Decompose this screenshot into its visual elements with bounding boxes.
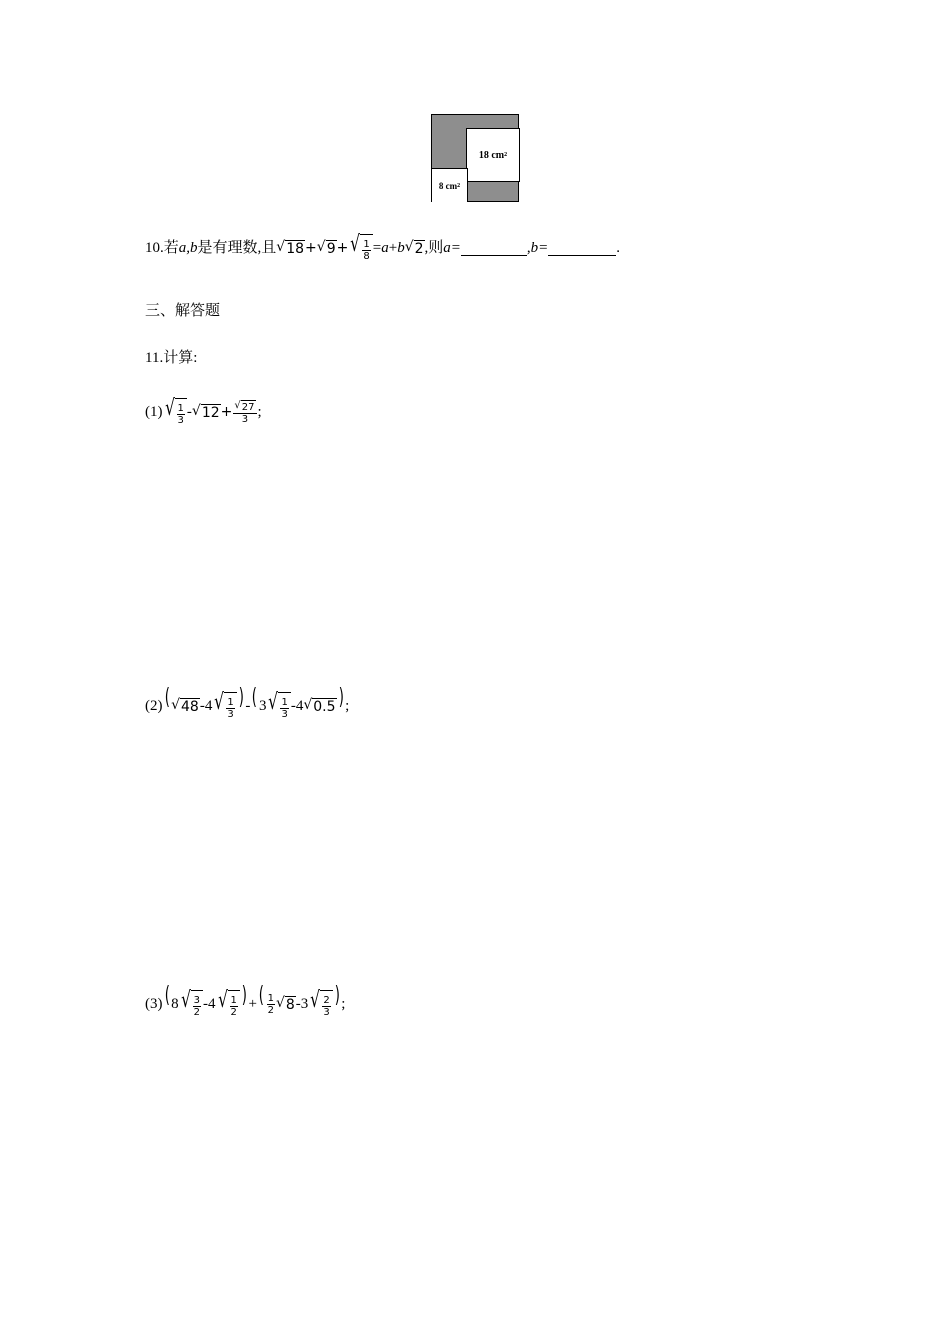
plus-sign: +: [305, 240, 317, 256]
radicand: 2: [414, 240, 424, 257]
plus-sign: +: [248, 995, 257, 1012]
area-figure: [431, 114, 519, 202]
answer-blank-a[interactable]: [461, 241, 527, 256]
sqrt-18: √ 18: [276, 238, 305, 257]
frac-sqrt27-3: √ 27 3: [234, 399, 255, 425]
radicand: 0.5: [313, 698, 336, 715]
minus-sign: -: [186, 403, 192, 420]
big-square: [466, 128, 520, 182]
sqrt-frac-1-3: √ $\frac{1}{3}$: [163, 398, 187, 426]
numerator: 2: [323, 995, 330, 1006]
numerator: 1: [227, 697, 234, 708]
q10-then: ,则: [424, 239, 444, 256]
sqrt-frac-1-2: √ $\frac{1}{2}$: [216, 990, 240, 1018]
part-label: (1): [145, 403, 163, 420]
minus-sign: -: [245, 697, 251, 714]
right-paren: ): [334, 983, 340, 1008]
denominator: 3: [227, 709, 234, 720]
big-square-exp: 2: [504, 152, 508, 158]
denominator: 2: [193, 1007, 200, 1018]
coef: -4: [203, 995, 216, 1012]
period: .: [616, 239, 621, 256]
radicand: 9: [326, 240, 336, 257]
q10-vars: a,b: [178, 239, 198, 256]
numerator: 3: [193, 995, 200, 1006]
sqrt-48: √ 48: [171, 696, 199, 715]
denominator: 3: [281, 709, 288, 720]
right-paren: ): [241, 983, 247, 1008]
right-paren: ): [338, 685, 344, 710]
left-paren: (: [164, 685, 170, 710]
sqrt-2: √ 2: [404, 238, 424, 257]
part-label: (3): [145, 995, 163, 1012]
radicand: 27: [241, 401, 255, 413]
numerator: 1: [363, 239, 370, 250]
left-paren: (: [252, 685, 258, 710]
q10-number: 10.若: [145, 239, 179, 256]
answer-blank-b[interactable]: [548, 241, 616, 256]
a-equals: a=: [443, 239, 461, 256]
coef: -4: [290, 697, 304, 714]
denominator: 3: [323, 1007, 330, 1018]
numerator: 1: [230, 995, 237, 1006]
semicolon: ;: [345, 697, 350, 714]
sqrt-frac-1-3: √ $\frac{1}{3}$: [212, 692, 236, 720]
left-paren: (: [164, 983, 170, 1008]
plus-sign: +: [220, 404, 233, 420]
var-a: a: [381, 239, 389, 256]
radicand: 12: [201, 404, 220, 421]
denominator: 3: [177, 415, 184, 426]
coef: 8: [171, 995, 179, 1012]
big-square-label: 18 cm: [478, 149, 505, 161]
equals: =: [372, 239, 382, 256]
question-10: [145, 234, 620, 262]
comma: ,: [526, 239, 531, 256]
small-square-exp: 2: [457, 182, 461, 189]
coef: 3: [258, 697, 267, 714]
small-square-label: 8 cm: [438, 180, 458, 191]
sqrt-frac-2-3: √ $\frac{2}{3}$: [308, 990, 332, 1018]
numerator: 1: [281, 697, 288, 708]
numerator: 1: [267, 992, 274, 1004]
denominator: 3: [241, 413, 249, 425]
semicolon: ;: [257, 403, 262, 420]
radicand: 8: [285, 996, 295, 1013]
right-paren: ): [238, 685, 244, 710]
var-b: b: [397, 239, 405, 256]
sqrt-frac-1-3: √ $\frac{1}{3}$: [266, 692, 290, 720]
denominator: 2: [267, 1004, 274, 1016]
numerator: 1: [177, 403, 184, 414]
small-square: [432, 168, 468, 202]
semicolon: ;: [341, 995, 346, 1012]
sqrt-frac-1-8: √ $\frac{1}{8}$: [348, 234, 372, 262]
sqrt-8: √ 8: [275, 994, 295, 1013]
question-11-part-1: [145, 398, 262, 426]
b-equals: b=: [530, 239, 549, 256]
left-paren: (: [258, 983, 264, 1008]
q10-text: 是有理数,且: [197, 239, 277, 256]
plus-sign: +: [336, 240, 349, 256]
sqrt-frac-3-2: √ $\frac{3}{2}$: [179, 990, 203, 1018]
frac-1-2: [267, 993, 275, 1016]
question-11-part-2: [145, 685, 350, 720]
denominator: 8: [363, 251, 370, 262]
sqrt-9: √ 9: [316, 238, 336, 257]
part-label: (2): [145, 697, 163, 714]
plus-sign: +: [388, 239, 398, 256]
question-11-title: 11.计算:: [145, 350, 198, 366]
coef: -3: [295, 995, 309, 1012]
radicand: 48: [181, 698, 199, 715]
sqrt-12: √ 12: [191, 402, 220, 421]
sqrt-0-5: √ 0.5: [303, 696, 336, 715]
coef: -4: [199, 697, 213, 714]
question-11-part-3: [145, 983, 346, 1018]
radicand: 18: [286, 240, 305, 257]
denominator: 2: [230, 1007, 237, 1018]
section-heading: 三、解答题: [145, 303, 221, 319]
